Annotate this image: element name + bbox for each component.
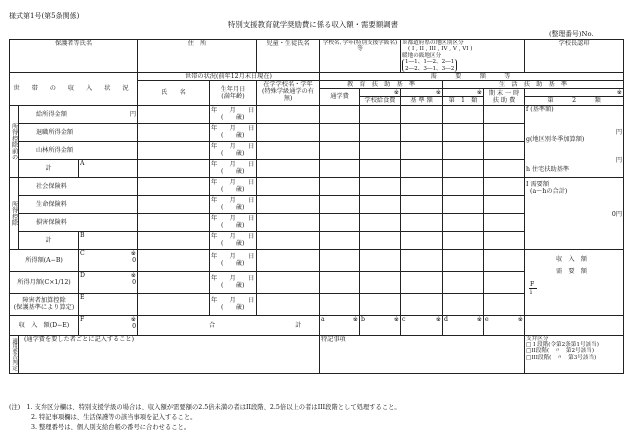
birth-cell[interactable]: 年 月 日 ( 歳) [210,271,257,293]
class1-cell[interactable] [443,123,484,141]
end-of-year-header: 期 末 一 時 扶 助 費 [484,89,525,105]
commute-header: 通学費 [320,89,360,105]
commute-cell[interactable] [320,231,360,249]
class1-cell[interactable] [443,293,484,315]
deduction-group-label: 所得控除 [10,177,19,249]
school-status-cell[interactable] [257,105,320,123]
member-name-cell[interactable] [138,159,210,177]
support-option[interactable]: □ I 段階(令第2条第1号該当) [526,342,599,349]
birth-cell[interactable]: 年 月 日 ( 歳) [210,213,257,231]
form-table [9,39,624,374]
standard-cell[interactable] [401,105,443,123]
ratio-cell[interactable]: 収 入 額 需 要 額 F i [525,249,624,315]
standard-cell[interactable] [401,271,443,293]
end-of-year-cell[interactable] [484,195,525,213]
form-title: 特別支援教育就学奨励費に係る収入額・需要額調書 [228,20,398,29]
deduction-row[interactable]: 生命保険料 [19,195,138,213]
commute-cell[interactable] [320,123,360,141]
member-name-cell[interactable] [138,293,210,315]
footnote: (注) 1. 支弁区分欄は、特別支援学級の場合は、収入額が需要額の2.5倍未満の者はII段階、2.5倍以上の者はIII段階として処理すること。 [9,404,401,411]
commute-note-cell[interactable]: (通学費を要した者ごとに記入すること) [19,335,320,373]
end-of-year-cell[interactable] [484,105,525,123]
address-header: 住 所 [138,40,257,73]
commute-cell[interactable] [320,141,360,159]
footnote: 3. 整理番号は、個人別支給台帳の番号に合わせること。 [31,424,191,431]
standard-cell[interactable] [401,159,443,177]
class1-cell[interactable] [443,177,484,195]
life-aid-header: 生 活 扶 助 基 準 [443,81,624,89]
reference-number: (整理番号)No. [549,30,594,38]
school-status-cell[interactable] [257,249,320,271]
household-status-header: 世帯の状況(前年12月末日現在) [138,73,320,81]
income-amount-label: 所得額(A−B) [10,249,79,271]
basis-amount-cell[interactable]: f (基準額) 円 g(地区別冬季加算額) 円 h 住宅扶助基準 [525,105,624,177]
member-name-cell[interactable] [138,177,210,195]
commute-cell[interactable] [320,195,360,213]
member-name-cell[interactable] [138,105,210,123]
birth-header: 生年月日 (満年齢) [210,81,257,105]
total-b-cell[interactable]: b ※ [360,315,401,335]
deduction-row[interactable]: 社会保険料 [19,177,138,195]
special-notes-cell[interactable]: 特記事項 [320,335,525,373]
lunch-cell[interactable] [360,141,401,159]
birth-cell[interactable]: 年 月 日 ( 歳) [210,249,257,271]
demand-header: 需 要 額 等 [320,73,624,81]
commute-cell[interactable] [320,105,360,123]
income-amount-cell[interactable]: C ※ 0 [79,249,138,271]
school-status-cell[interactable] [257,123,320,141]
child-name-header: 児童・生徒氏名 [257,40,320,73]
income-subtotal-label: 計 [19,159,79,177]
school-status-cell[interactable] [257,177,320,195]
edu-aid-header: 教 育 扶 助 基 準 [320,81,443,89]
member-name-cell[interactable] [138,195,210,213]
class1-cell[interactable] [443,105,484,123]
birth-cell[interactable]: 年 月 日 ( 歳) [210,177,257,195]
birth-cell[interactable]: 年 月 日 ( 歳) [210,159,257,177]
school-status-cell[interactable] [257,271,320,293]
monthly-income-label: 所得月額(C×1/12) [10,271,79,293]
class1-cell[interactable] [443,271,484,293]
support-option[interactable]: □III段階( 〃 第3号該当) [526,354,597,361]
totals-blank-cell [525,315,624,335]
totals-label-cell: 合 計 [138,315,320,335]
commute-cell[interactable] [320,249,360,271]
class1-header: 第 1 類 [443,97,484,105]
class1-cell[interactable] [443,231,484,249]
income-row[interactable]: 給所得金額 円 [19,105,138,123]
school-status-cell[interactable] [257,293,320,315]
standard-cell[interactable] [401,195,443,213]
income-group-label: 所得控除前の [10,105,19,177]
lunch-mark: ※ [360,89,401,97]
form-number: 様式第1号(第5条関係) [9,12,80,20]
total-e-cell[interactable]: e ※ [484,315,525,335]
school-lunch-header: 学校給食費 [360,97,401,105]
standard-cell[interactable] [401,231,443,249]
lunch-cell[interactable] [360,105,401,123]
disability-deduction-label: 障害者加算控除 (保護基準により算定) [10,293,79,315]
class2-mark: ※ [525,89,624,97]
income-row[interactable]: 山林所得金額 [19,141,138,159]
footnotes [9,403,401,433]
demand-total-cell[interactable]: I 需要額 (a〜hの合計) 0円 [525,177,624,249]
support-category-cell[interactable]: 支弁区分 □ I 段階(令第2条第1号該当) □II段階( 〃 第2号該当) □III段階( 〃 第3号該当) [525,335,624,373]
school-status-cell[interactable] [257,213,320,231]
class1-cell[interactable] [443,249,484,271]
birth-cell[interactable]: 年 月 日 ( 歳) [210,293,257,315]
name-header: 氏 名 [138,81,210,105]
class1-cell[interactable] [443,159,484,177]
standard-header: 基 準 額 [401,97,443,105]
standard-mark: ※ [401,89,443,97]
survey-form [9,39,623,401]
member-name-cell[interactable] [138,123,210,141]
lunch-cell[interactable] [360,293,401,315]
principal-seal-header: 学校長認印 [525,40,624,73]
birth-cell[interactable]: 年 月 日 ( 歳) [210,105,257,123]
school-status-cell[interactable] [257,159,320,177]
class1-cell[interactable] [443,141,484,159]
commute-cell[interactable] [320,271,360,293]
total-c-cell[interactable]: c ※ [401,315,443,335]
end-of-year-cell[interactable] [484,249,525,271]
school-header: 学校名､学年(特別支援学級名)等 [320,40,401,73]
applicability-label: 適用要否判定 [10,335,19,373]
end-of-year-cell[interactable] [484,159,525,177]
school-status-header: 在学学校名・学年 (特殊学級通学の有無) [257,81,320,105]
end-of-year-cell[interactable] [484,271,525,293]
birth-cell[interactable]: 年 月 日 ( 歳) [210,141,257,159]
member-name-cell[interactable] [138,141,210,159]
class1-cell[interactable] [443,195,484,213]
disability-deduction-cell[interactable]: E [79,293,138,315]
standard-cell[interactable] [401,249,443,271]
final-income-cell[interactable]: F ※ 0 [79,315,138,335]
standard-cell[interactable] [401,141,443,159]
end-of-year-cell[interactable] [484,177,525,195]
income-subtotal-cell[interactable]: A [79,159,138,177]
end-of-year-cell[interactable] [484,141,525,159]
class1-mark: ※ [443,89,484,97]
birth-cell[interactable]: 年 月 日 ( 歳) [210,123,257,141]
region-class-cell: ※都道府県の地区別区分 ( I , II , III , IV , V , VI ) 暖地の級地区分 1―1、1―2、2―1 2―2、3―1、3―2 [401,40,525,73]
commute-cell[interactable] [320,213,360,231]
end-of-year-cell[interactable] [484,213,525,231]
lunch-cell[interactable] [360,213,401,231]
lunch-cell[interactable] [360,159,401,177]
standard-cell[interactable] [401,293,443,315]
member-name-cell[interactable] [138,213,210,231]
end-of-year-cell[interactable] [484,123,525,141]
lunch-cell[interactable] [360,271,401,293]
lunch-cell[interactable] [360,123,401,141]
total-d-cell[interactable]: d ※ [443,315,484,335]
commute-cell[interactable] [320,177,360,195]
lunch-cell[interactable] [360,195,401,213]
guardian-name-header: 保護者等氏名 [10,40,138,73]
lunch-cell[interactable] [360,231,401,249]
class1-cell[interactable] [443,213,484,231]
income-status-header: 世 帯 の 収 入 状 況 [10,73,138,106]
deduction-row[interactable]: 損害保険料 [19,213,138,231]
birth-cell[interactable]: 年 月 日 ( 歳) [210,231,257,249]
total-a-cell[interactable]: a ※ [320,315,360,335]
deduction-subtotal-cell[interactable]: B [79,231,138,249]
commute-cell[interactable] [320,159,360,177]
footnote: 2. 特記事項欄は、生活保護等の該当事項を記入すること。 [31,414,197,421]
member-name-cell[interactable] [138,271,210,293]
class2-header: 第 2 類 [525,97,624,105]
birth-cell[interactable]: 年 月 日 ( 歳) [210,195,257,213]
standard-cell[interactable] [401,213,443,231]
school-status-cell[interactable] [257,195,320,213]
lunch-cell[interactable] [360,249,401,271]
member-name-cell[interactable] [138,249,210,271]
income-row[interactable]: 退職所得金額 [19,123,138,141]
standard-cell[interactable] [401,123,443,141]
commute-cell[interactable] [320,293,360,315]
school-status-cell[interactable] [257,141,320,159]
support-option[interactable]: □II段階( 〃 第2号該当) [526,348,595,355]
final-income-label: 収 入 額(D−E) [10,315,79,335]
monthly-income-cell[interactable]: D ※ 0 [79,271,138,293]
end-of-year-cell[interactable] [484,231,525,249]
end-of-year-cell[interactable] [484,293,525,315]
standard-cell[interactable] [401,177,443,195]
member-name-cell[interactable] [138,231,210,249]
deduction-subtotal-label: 計 [19,231,79,249]
school-status-cell[interactable] [257,231,320,249]
lunch-cell[interactable] [360,177,401,195]
